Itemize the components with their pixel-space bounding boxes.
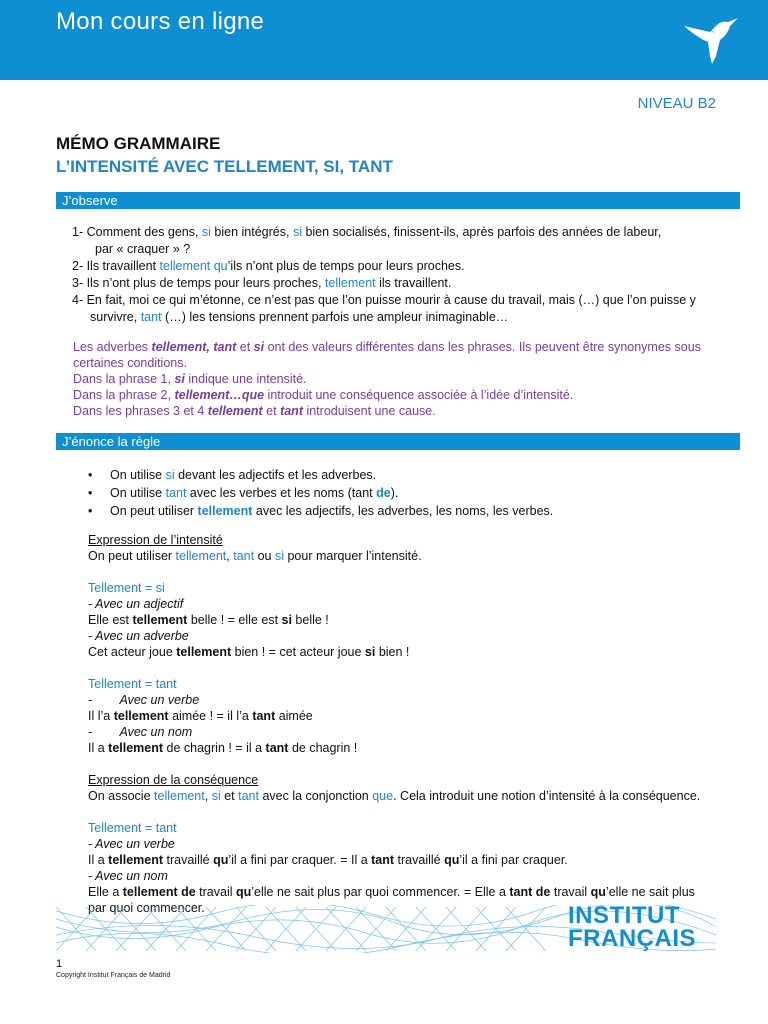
note-line-1: Les adverbes tellement, tant et si ont des valeurs différentes dans les phrases. Ils peuvent être synonymes sous (73, 340, 701, 354)
section-rule-bar: J’énonce la règle (56, 433, 740, 450)
example-6-cont: par quoi commencer. (88, 901, 205, 915)
sentence-2: 2- Ils travaillent tellement qu’ils n’ont plus de temps pour leurs proches. (72, 259, 465, 273)
observation-note (73, 339, 733, 419)
example-3: Il l’a tellement aimée ! = il l’a tant aimée (88, 709, 313, 723)
case-verb-2: - Avec un verbe (88, 837, 175, 851)
memo-heading (56, 134, 393, 177)
example-4: Il a tellement de chagrin ! = il a tant de chagrin ! (88, 741, 358, 755)
rule-item: • On peut utiliser tellement avec les adjectifs, les adverbes, les noms, les verbes. (88, 504, 554, 518)
subheading-tellement-tant: Tellement = tant (88, 677, 177, 691)
rule-item: • On utilise tant avec les verbes et les noms (tant de). (88, 486, 399, 500)
case-noun-2: - Avec un nom (88, 869, 168, 883)
institut-francais-logo: INSTITUT FRANÇAIS (568, 902, 696, 952)
section-observe-bar: J’observe (56, 192, 740, 209)
heading-intensity: Expression de l’intensité (88, 533, 223, 547)
heading-consequence: Expression de la conséquence (88, 773, 259, 787)
note-line-5: Dans les phrases 3 et 4 tellement et tant introduisent une cause. (73, 404, 436, 418)
consequence-intro: On associe tellement, si et tant avec la conjonction que. Cela introduit une notion d’intensité à la conséquence. (88, 789, 701, 803)
hummingbird-logo-icon (680, 12, 740, 70)
note-line-2: certaines conditions. (73, 356, 187, 370)
intensity-intro: On peut utiliser tellement, tant ou si pour marquer l’intensité. (88, 549, 422, 563)
level-label: NIVEAU B2 (637, 95, 716, 112)
copyright: Copyright Institut Français de Madrid (56, 972, 171, 979)
memo-title: MÉMO GRAMMAIRE (56, 134, 221, 153)
memo-subtitle: L’INTENSITÉ AVEC TELLEMENT, SI, TANT (56, 157, 393, 176)
observe-sentences (72, 224, 732, 326)
case-verb: - Avec un verbe (88, 693, 200, 707)
rule-item: • On utilise si devant les adjectifs et les adverbes. (88, 468, 377, 482)
rules-list (88, 466, 738, 520)
case-adjective: - Avec un adjectif (88, 597, 184, 611)
page-header (0, 0, 768, 80)
sentence-4: 4- En fait, moi ce qui m’étonne, ce n’est pas que l’on puisse mourir à cause du travail, mais (…) que l’on puisse y (72, 293, 696, 307)
subheading-tellement-si: Tellement = si (88, 581, 165, 595)
case-adverb: - Avec un adverbe (88, 629, 189, 643)
note-line-4: Dans la phrase 2, tellement…que introduit une conséquence associée à l’idée d’intensité. (73, 388, 574, 402)
example-6: Elle a tellement de travail qu’elle ne sait plus par quoi commencer. = Elle a tant de travail qu’elle ne sait plus (88, 885, 695, 899)
example-2: Cet acteur joue tellement bien ! = cet acteur joue si bien ! (88, 645, 410, 659)
sentence-3: 3- Ils n’ont plus de temps pour leurs proches, tellement ils travaillent. (72, 276, 452, 290)
example-5: Il a tellement travaillé qu’il a fini par craquer. = Il a tant travaillé qu’il a fini par craquer. (88, 853, 568, 867)
page-number: 1 (56, 958, 63, 970)
case-noun: - Avec un nom (88, 725, 193, 739)
sentence-4-cont: survivre, tant (…) les tensions prennent parfois une ampleur inimaginable… (90, 310, 509, 324)
site-title: Mon cours en ligne (56, 8, 265, 35)
rule-details (88, 532, 738, 916)
subheading-tellement-tant-2: Tellement = tant (88, 821, 177, 835)
note-line-3: Dans la phrase 1, si indique une intensité. (73, 372, 307, 386)
example-1: Elle est tellement belle ! = elle est si belle ! (88, 613, 329, 627)
sentence-1-cont: par « craquer » ? (95, 242, 191, 256)
sentence-1: 1- Comment des gens, si bien intégrés, si bien socialisés, finissent-ils, après parfois des années de labeur, (72, 225, 662, 239)
